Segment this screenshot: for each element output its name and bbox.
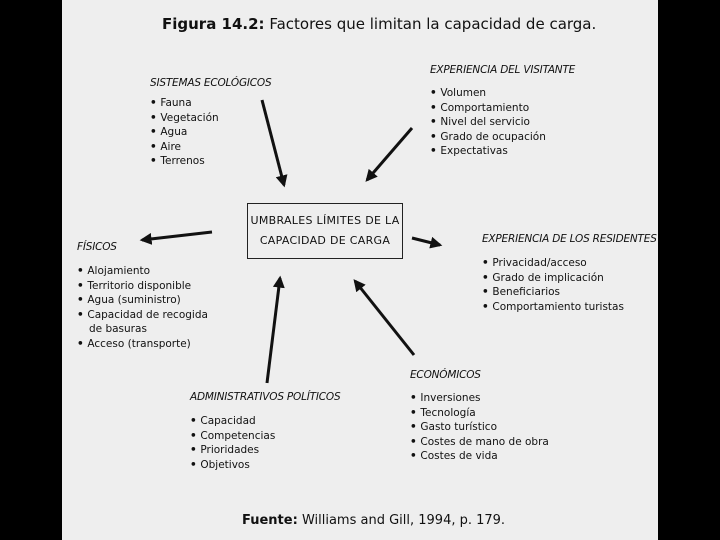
arrow-visitante-to-center — [367, 128, 412, 180]
list-item: • Competencias — [190, 429, 275, 444]
list-item: • Prioridades — [190, 443, 275, 458]
list-item: • Objetivos — [190, 458, 275, 473]
list-item: • Nivel del servicio — [430, 115, 546, 130]
list-item: • Alojamiento — [77, 264, 208, 279]
list-item: • Territorio disponible — [77, 279, 208, 294]
list-item: • Expectativas — [430, 144, 546, 159]
list-item: • Grado de implicación — [482, 271, 624, 286]
list-item: • Capacidad de recogida — [77, 308, 208, 323]
list-item: • Fauna — [150, 96, 219, 111]
list-item: • Gasto turístico — [410, 420, 549, 435]
figure-title-text: Factores que limitan la capacidad de carga. — [269, 15, 597, 33]
list-item: • Volumen — [430, 86, 546, 101]
group-heading: EXPERIENCIA DEL VISITANTE — [430, 64, 576, 76]
arrow-administrativos-to-center — [267, 278, 280, 383]
list-item: • Inversiones — [410, 391, 549, 406]
list-item: • Agua (suministro) — [77, 293, 208, 308]
list-item: • Costes de vida — [410, 449, 549, 464]
list-item: • Terrenos — [150, 154, 219, 169]
center-line-2: CAPACIDAD DE CARGA — [259, 234, 391, 247]
list-item: • Beneficiarios — [482, 285, 624, 300]
group-heading: EXPERIENCIA DE LOS RESIDENTES — [482, 233, 657, 245]
list-item: • Costes de mano de obra — [410, 435, 549, 450]
source-text: Williams and Gill, 1994, p. 179. — [301, 513, 506, 528]
list-item: • Tecnología — [410, 406, 549, 421]
center-box — [247, 203, 403, 259]
source-label: Fuente: — [242, 513, 298, 528]
figure-label: Figura 14.2: — [162, 15, 265, 33]
list-item: • Comportamiento — [430, 101, 546, 116]
list-item: • Comportamiento turistas — [482, 300, 624, 315]
list-item: • Capacidad — [190, 414, 275, 429]
group-heading: ADMINISTRATIVOS POLÍTICOS — [190, 391, 341, 403]
list-item: • Acceso (transporte) — [77, 337, 208, 352]
list-item: • Grado de ocupación — [430, 130, 546, 145]
arrow-economicos-to-center — [355, 281, 414, 355]
scanned-figure — [62, 0, 658, 540]
arrow-center-to-residentes — [412, 238, 440, 245]
source-citation — [242, 513, 505, 528]
center-line-1: UMBRALES LÍMITES DE LA — [250, 214, 400, 227]
list-item: de basuras — [89, 323, 147, 335]
group-heading: SISTEMAS ECOLÓGICOS — [150, 77, 272, 89]
list-item: • Agua — [150, 125, 219, 140]
group-heading: ECONÓMICOS — [410, 369, 481, 381]
arrow-center-to-fisicos — [142, 232, 212, 240]
list-item: • Aire — [150, 140, 219, 155]
group-heading: FÍSICOS — [77, 241, 117, 253]
list-item: • Privacidad/acceso — [482, 256, 624, 271]
list-item: • Vegetación — [150, 111, 219, 126]
arrow-ecologicos-to-center — [262, 100, 284, 185]
